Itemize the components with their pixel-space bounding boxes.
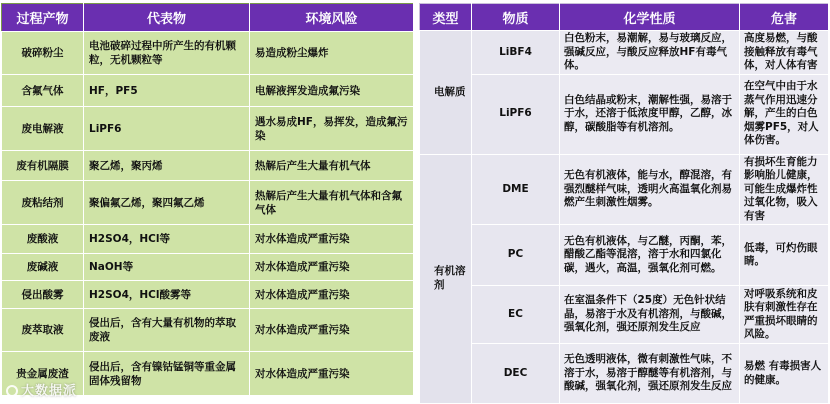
cell-product: 废酸液 [2,225,84,254]
cell-chemical-property: 白色粉末，易潮解，易与玻璃反应，强碱反应，与酸反应释放HF有毒气体。 [560,31,740,75]
cell-hazard: 易燃 有毒损害人的健康。 [740,344,829,404]
header-chemical-property: 化学性质 [560,4,740,31]
cell-product: 侵出酸雾 [2,281,84,309]
cell-risk: 对水体造成严重污染 [250,281,414,309]
cell-chemical-property: 无色透明液体，微有刺激性气味，不溶于水，易溶于醇醚等有机溶剂，与酸碱，强氧化剂，强还原剂发生反应 [560,344,740,404]
cell-risk: 电解液挥发造成氟污染 [250,75,414,107]
cell-representative: 电池破碎过程中所产生的有机颗粒，无机颗粒等 [84,32,250,75]
right-header-row [420,4,829,31]
cell-substance: EC [472,286,560,344]
table-row [420,154,829,225]
hazard-table [419,3,829,404]
cell-product: 贵金属废渣 [2,352,84,396]
cell-risk: 热解后产生大量有机气体 [250,151,414,181]
cell-substance: LiBF4 [472,31,560,75]
cell-risk: 对水体造成严重污染 [250,225,414,254]
cell-risk: 遇水易成HF，易挥发，造成氟污染 [250,107,414,151]
table-row [420,31,829,75]
cell-product: 废有机隔膜 [2,151,84,181]
header-representative: 代表物 [84,4,250,32]
cell-representative: 聚乙烯，聚丙烯 [84,151,250,181]
cell-type: 有机溶剂 [420,154,472,404]
header-hazard: 危害 [740,4,829,31]
header-environmental-risk: 环境风险 [250,4,414,32]
cell-risk: 对水体造成严重污染 [250,254,414,281]
cell-product: 废电解液 [2,107,84,151]
cell-product: 废碱液 [2,254,84,281]
table-row [2,151,414,181]
cell-representative: H2SO4，HCl等 [84,225,250,254]
cell-hazard: 低毒，可灼伤眼睛。 [740,225,829,286]
table-row [420,344,829,404]
cell-representative: NaOH等 [84,254,250,281]
table-row [2,309,414,352]
cell-product: 废粘结剂 [2,181,84,225]
cell-risk: 对水体造成严重污染 [250,309,414,352]
table-row [2,32,414,75]
table-row [2,225,414,254]
header-type: 类型 [420,4,472,31]
cell-representative: H2SO4，HCl酸雾等 [84,281,250,309]
cell-chemical-property: 在室温条件下（25度）无色针状结晶，易溶于水及有机溶剂，与酸碱，强氧化剂，强还原剂发生反应 [560,286,740,344]
cell-risk: 对水体造成严重污染 [250,352,414,396]
cell-chemical-property: 无色有机液体，能与水，醇混溶，有强烈醚样气味，透明火高温氧化剂易燃产生刺激性烟雾。 [560,154,740,225]
cell-product: 含氟气体 [2,75,84,107]
watermark [6,380,77,399]
cell-substance: DME [472,154,560,225]
cell-representative: 侵出后，含有大量有机物的萃取废液 [84,309,250,352]
cell-hazard: 有损坏生育能力影响胎儿健康，可能生成爆炸性过氧化物，吸入有害 [740,154,829,225]
header-process-product: 过程产物 [2,4,84,32]
cell-product: 破碎粉尘 [2,32,84,75]
table-row [2,254,414,281]
table-row [420,74,829,154]
table-row [2,107,414,151]
left-header-row [2,4,414,32]
cell-chemical-property: 无色有机液体，与乙醚，丙酮，苯，醋酸乙酯等混溶，溶于水和四氯化碳，遇火，高温，强氧化剂可燃。 [560,225,740,286]
cell-representative: HF，PF5 [84,75,250,107]
table-row [420,225,829,286]
cell-representative: 聚偏氟乙烯，聚四氟乙烯 [84,181,250,225]
table-row [2,181,414,225]
cell-risk: 易造成粉尘爆炸 [250,32,414,75]
cell-substance: LiPF6 [472,74,560,154]
cell-hazard: 在空气中由于水蒸气作用迅速分解，产生的白色烟雾PF5，对人体伤害。 [740,74,829,154]
cell-product: 废萃取液 [2,309,84,352]
cell-chemical-property: 白色结晶或粉末，潮解性强，易溶于于水，还溶于低浓度甲醇，乙醇，冰醇，碳酸脂等有机溶剂。 [560,74,740,154]
table-row [2,75,414,107]
cell-type: 电解质 [420,31,472,155]
cell-substance: PC [472,225,560,286]
table-row [2,281,414,309]
table-row [420,286,829,344]
cell-representative: LiPF6 [84,107,250,151]
cell-hazard: 对呼吸系统和皮肤有刺激性存在严重损坏眼睛的风险。 [740,286,829,344]
header-substance: 物质 [472,4,560,31]
cell-risk: 热解后产生大量有机气体和含氟气体 [250,181,414,225]
process-products-table [1,3,414,396]
cell-substance: DEC [472,344,560,404]
cell-hazard: 高度易燃，与酸接触释放有毒气体，对人体有害 [740,31,829,75]
cell-representative: 侵出后，含有镍钴锰铜等重金属固体残留物 [84,352,250,396]
watermark-logo-icon [6,385,18,397]
watermark-text: 大数据派 [21,384,78,399]
